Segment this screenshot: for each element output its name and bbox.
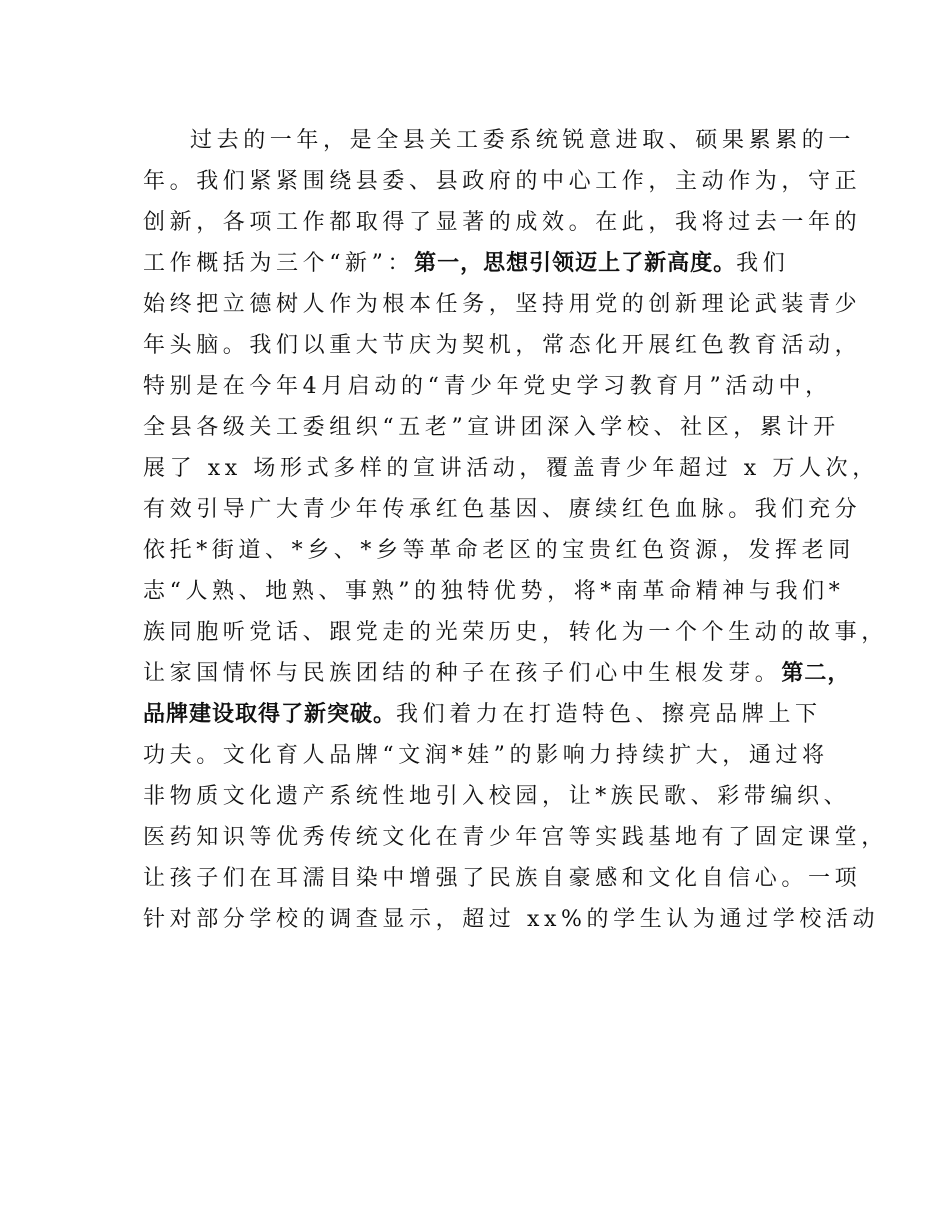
paragraph-line bbox=[143, 653, 851, 694]
paragraph-line: 医药知识等优秀传统文化在青少年宫等实践基地有了固定课堂， bbox=[143, 825, 888, 850]
line-text: 让家国情怀与民族团结的种子在孩子们心中生根发芽。 bbox=[143, 661, 782, 686]
line-text: 我们着力在打造特色、擦亮品牌上下 bbox=[396, 702, 822, 727]
paragraph-line: 族同胞听党话、跟党走的光荣历史，转化为一个个生动的故事， bbox=[143, 620, 888, 645]
paragraph-line: 过去的一年，是全县关工委系统锐意进取、硕果累累的一 bbox=[190, 128, 856, 153]
paragraph-line: 针对部分学校的调查显示，超过 xx%的学生认为通过学校活动 bbox=[143, 907, 880, 932]
line-text: 工作概括为三个“新”： bbox=[143, 251, 415, 276]
paragraph-line: 让孩子们在耳濡目染中增强了民族自豪感和文化自信心。一项 bbox=[143, 866, 862, 891]
paragraph-line bbox=[143, 694, 823, 735]
paragraph-line: 始终把立德树人作为根本任务，坚持用党的创新理论武装青少 bbox=[143, 292, 862, 317]
paragraph-line: 创新，各项工作都取得了显著的成效。在此，我将过去一年的 bbox=[143, 210, 862, 235]
paragraph-line bbox=[143, 243, 823, 284]
paragraph-line: 有效引导广大青少年传承红色基因、赓续红色血脉。我们充分 bbox=[143, 497, 862, 522]
paragraph-line: 年。我们紧紧围绕县委、县政府的中心工作，主动作为，守正 bbox=[143, 169, 862, 194]
paragraph-line: 全县各级关工委组织“五老”宣讲团深入学校、社区，累计开 bbox=[143, 415, 840, 440]
paragraph-line: 功夫。文化育人品牌“文润*娃”的影响力持续扩大，通过将 bbox=[143, 743, 829, 768]
paragraph-line: 非物质文化遗产系统性地引入校园，让*族民歌、彩带编织、 bbox=[143, 784, 851, 809]
bold-heading-second: 第二， bbox=[781, 661, 851, 686]
paragraph-line: 依托*街道、*乡、*乡等革命老区的宝贵红色资源，发挥老同 bbox=[143, 538, 855, 563]
bold-heading-second: 品牌建设取得了新突破。 bbox=[143, 702, 397, 727]
paragraph-line: 特别是在今年4月启动的“青少年党史学习教育月”活动中， bbox=[143, 374, 832, 399]
paragraph-line: 志“人熟、地熟、事熟”的独特优势，将*南革命精神与我们* bbox=[143, 579, 845, 604]
paragraph-line: 年头脑。我们以重大节庆为契机，常态化开展红色教育活动， bbox=[143, 333, 862, 358]
bold-heading-first: 第一，思想引领迈上了新高度。 bbox=[414, 251, 737, 276]
line-text: 我们 bbox=[736, 251, 790, 276]
paragraph-line: 展了 xx 场形式多样的宣讲活动，覆盖青少年超过 x 万人次， bbox=[143, 456, 879, 481]
